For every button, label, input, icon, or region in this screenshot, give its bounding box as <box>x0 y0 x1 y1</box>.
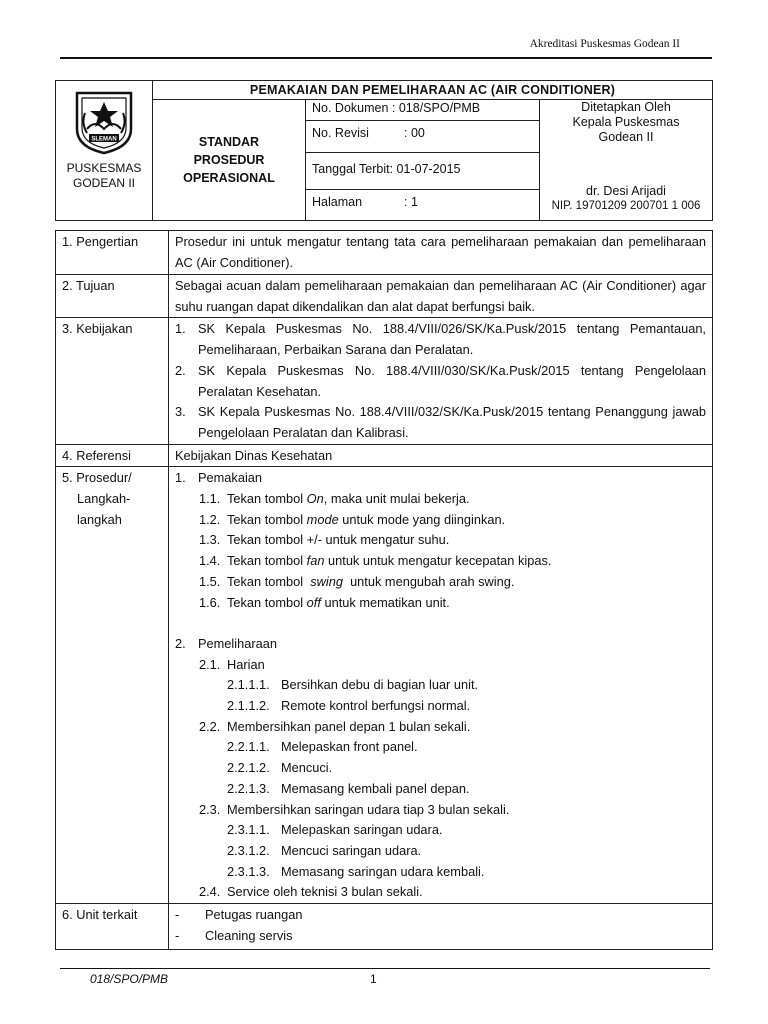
text-pengertian: Prosedur ini untuk mengatur tentang tata cara pemeliharaan pemakaian dan pemeliharaan AC (Air Conditioner). <box>169 231 713 275</box>
label-referensi: 4. Referensi <box>56 444 169 467</box>
signer-name: dr. Desi Arijadi <box>586 184 666 198</box>
label-unit-terkait: 6. Unit terkait <box>56 904 169 950</box>
top-rule <box>60 57 712 59</box>
step-item: 1.1. Tekan tombol On, maka unit mulai bekerja. <box>199 491 470 507</box>
text-tujuan: Sebagai acuan dalam pemeliharaan pemakaian dan pemeliharaan AC (Air Conditioner) agar suhu ruangan dapat dikendalikan dan alat dapat berfungsi baik. <box>169 275 713 318</box>
step-item: 1.5. Tekan tombol swing untuk mengubah arah swing. <box>199 573 515 589</box>
row-kebijakan <box>56 318 713 444</box>
row-referensi <box>56 444 713 467</box>
logo-text: SLEMAN <box>91 136 117 143</box>
halaman-value: : 1 <box>404 195 418 209</box>
sop-label-line2: PROSEDUR <box>193 153 265 167</box>
org-name-line1: PUSKESMAS <box>66 161 142 175</box>
org-name-line2: GODEAN II <box>72 176 135 190</box>
sop-label-line3: OPERASIONAL <box>183 171 275 185</box>
label-prosedur <box>56 467 169 904</box>
step-item: 1.2. Tekan tombol mode untuk mode yang diinginkan. <box>199 511 506 527</box>
approval-cell <box>540 100 713 221</box>
label-prosedur-line3: langkah <box>77 511 122 527</box>
footer-rule <box>60 968 710 969</box>
no-revisi <box>306 121 540 153</box>
document-title: PEMAKAIAN DAN PEMELIHARAAN AC (AIR CONDITIONER) <box>153 81 713 100</box>
halaman-label: Halaman <box>312 195 363 209</box>
no-revisi-value: : 00 <box>404 126 425 140</box>
sop-label-line1: STANDAR <box>198 135 260 149</box>
step-item: 2.3. Membersihkan saringan udara tiap 3 bulan sekali. <box>199 801 510 817</box>
footer-page-number: 1 <box>370 972 377 986</box>
no-revisi-label: No. Revisi <box>312 126 369 140</box>
list-item: 1. SK Kepala Puskesmas No. 188.4/VIII/026/SK/Ka.Pusk/2015 tentang Pemantauan, Pemeliharaan, Perbaikan Sarana dan Peralatan. <box>175 321 706 358</box>
step-subitem: 2.2.1.1. Melepaskan front panel. <box>227 739 418 755</box>
label-pengertian: 1. Pengertian <box>56 231 169 275</box>
row-prosedur <box>56 467 713 904</box>
step-heading: 1. Pemakaian <box>175 470 263 486</box>
list-item: - Cleaning servis <box>175 927 293 943</box>
kebijakan-list <box>169 318 713 444</box>
step-subitem: 2.2.1.2. Mencuci. <box>227 760 333 776</box>
step-item: 1.6. Tekan tombol off untuk mematikan unit. <box>199 594 450 610</box>
step-item: 1.3. Tekan tombol +/- untuk mengatur suhu. <box>199 532 450 548</box>
ditetapkan-line2: Kepala Puskesmas <box>572 115 680 129</box>
prosedur-steps <box>169 467 713 904</box>
unit-terkait-list <box>169 904 713 950</box>
label-tujuan: 2. Tujuan <box>56 275 169 318</box>
logo-cell <box>56 81 153 221</box>
running-head: Akreditasi Puskesmas Godean II <box>529 38 680 50</box>
step-item: 2.1. Harian <box>199 656 265 672</box>
list-item: 3. SK Kepala Puskesmas No. 188.4/VIII/032/SK/Ka.Pusk/2015 tentang Penanggung jawab Pengelolaan Peralatan dan Kalibrasi. <box>175 404 706 440</box>
text-referensi: Kebijakan Dinas Kesehatan <box>169 444 713 467</box>
step-subitem: 2.1.1.1. Bersihkan debu di bagian luar unit. <box>227 677 479 693</box>
sop-header-table <box>55 80 713 221</box>
label-prosedur-line1: 5. Prosedur/ <box>62 470 132 486</box>
signer-nip: NIP. 19701209 200701 1 006 <box>551 200 701 212</box>
step-subitem: 2.3.1.3. Memasang saringan udara kembali. <box>227 863 485 879</box>
sop-label-cell <box>153 100 306 221</box>
tanggal-terbit: Tanggal Terbit: 01-07-2015 <box>306 153 540 190</box>
step-item: 1.4. Tekan tombol fan untuk untuk mengatur kecepatan kipas. <box>199 553 552 569</box>
step-item: 2.4. Service oleh teknisi 3 bulan sekali. <box>199 884 423 900</box>
step-subitem: 2.3.1.2. Mencuci saringan udara. <box>227 842 422 858</box>
step-subitem: 2.1.1.2. Remote kontrol berfungsi normal. <box>227 698 471 714</box>
sleman-emblem-icon <box>73 89 135 155</box>
ditetapkan-line3: Godean II <box>598 130 654 144</box>
list-item: 2. SK Kepala Puskesmas No. 188.4/VIII/030/SK/Ka.Pusk/2015 tentang Pengelolaan Peralatan Kesehatan. <box>175 362 706 399</box>
step-item: 2.2. Membersihkan panel depan 1 bulan sekali. <box>199 718 471 734</box>
sop-body-table <box>55 230 713 950</box>
ditetapkan-line1: Ditetapkan Oleh <box>581 100 671 114</box>
list-item: - Petugas ruangan <box>175 907 303 923</box>
label-kebijakan: 3. Kebijakan <box>56 318 169 444</box>
step-subitem: 2.2.1.3. Memasang kembali panel depan. <box>227 780 470 796</box>
footer-doc-code: 018/SPO/PMB <box>90 972 169 986</box>
no-dokumen: No. Dokumen : 018/SPO/PMB <box>306 100 540 121</box>
step-subitem: 2.3.1.1. Melepaskan saringan udara. <box>227 822 443 838</box>
row-unit-terkait <box>56 904 713 950</box>
step-heading: 2. Pemeliharaan <box>175 635 277 651</box>
halaman <box>306 190 540 221</box>
row-tujuan <box>56 275 713 318</box>
row-pengertian <box>56 231 713 275</box>
label-prosedur-line2: Langkah- <box>77 491 131 507</box>
